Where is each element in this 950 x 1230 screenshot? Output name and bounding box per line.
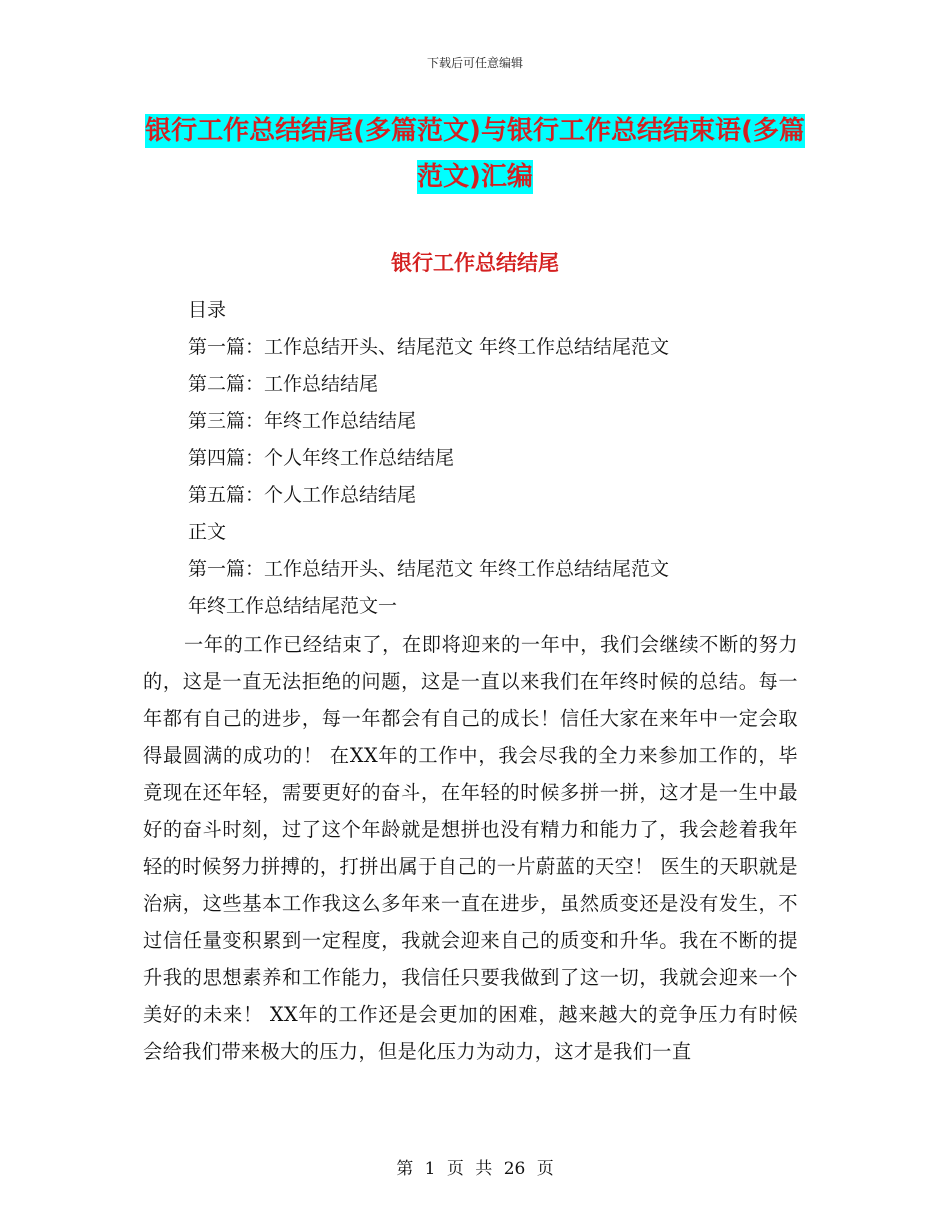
toc-line: 第四篇：个人年终工作总结结尾: [188, 447, 455, 469]
toc-line: 第一篇：工作总结开头、结尾范文 年终工作总结结尾范文: [188, 558, 670, 580]
toc-line: 年终工作总结结尾范文一: [188, 595, 398, 617]
toc-line: 第三篇：年终工作总结结尾: [188, 410, 417, 432]
section-title: 银行工作总结结尾: [391, 251, 559, 275]
body-paragraph: 一年的工作已经结束了，在即将迎来的一年中，我们会继续不断的努力的，这是一直无法拒绝的问题，这是一直以来我们在年终时候的总结。每一年都有自己的进步，每一年都会有自己的成长！信任大家在来年中一定会取得最圆满的成功的！ 在XX年的工作中，我会尽我的全力来参加工作的，毕竟现在还年轻，需要更好的奋斗，在年轻的时候多拼一拼，这才是一生中最好的奋斗时刻，过了这个年龄就是想拼也没有精力和能力了，我会趁着我年轻的时候努力拼搏的，打拼出属于自己的一片蔚蓝的天空！ 医生的天职就是治病，这些基本工作我这么多年来一直在进步，虽然质变还是没有发生，不过信任量变积累到一定程度，我就会迎来自己的质变和升华。我在不断的提升我的思想素养和工作能力，我信任只要我做到了这一切，我就会迎来一个美好的未来！ XX年的工作还是会更加的困难，越来越大的竞争压力有时候会给我们带来极大的压力，但是化压力为动力，这才是我们一直: [143, 633, 798, 1063]
document-title: [140, 108, 810, 200]
header-note: 下载后可任意编辑: [426, 56, 523, 70]
toc-line: 第五篇：个人工作总结结尾: [188, 484, 417, 506]
toc-line: 目录: [188, 299, 227, 321]
toc-line: 正文: [188, 521, 227, 543]
page-footer: 第 1 页 共 26 页: [396, 1159, 554, 1179]
table-of-contents: [188, 292, 828, 625]
toc-line: 第一篇：工作总结开头、结尾范文 年终工作总结结尾范文: [188, 336, 670, 358]
document-title-text: 银行工作总结结尾(多篇范文)与银行工作总结结束语(多篇范文)汇编: [145, 116, 805, 192]
toc-line: 第二篇：工作总结结尾: [188, 373, 379, 395]
